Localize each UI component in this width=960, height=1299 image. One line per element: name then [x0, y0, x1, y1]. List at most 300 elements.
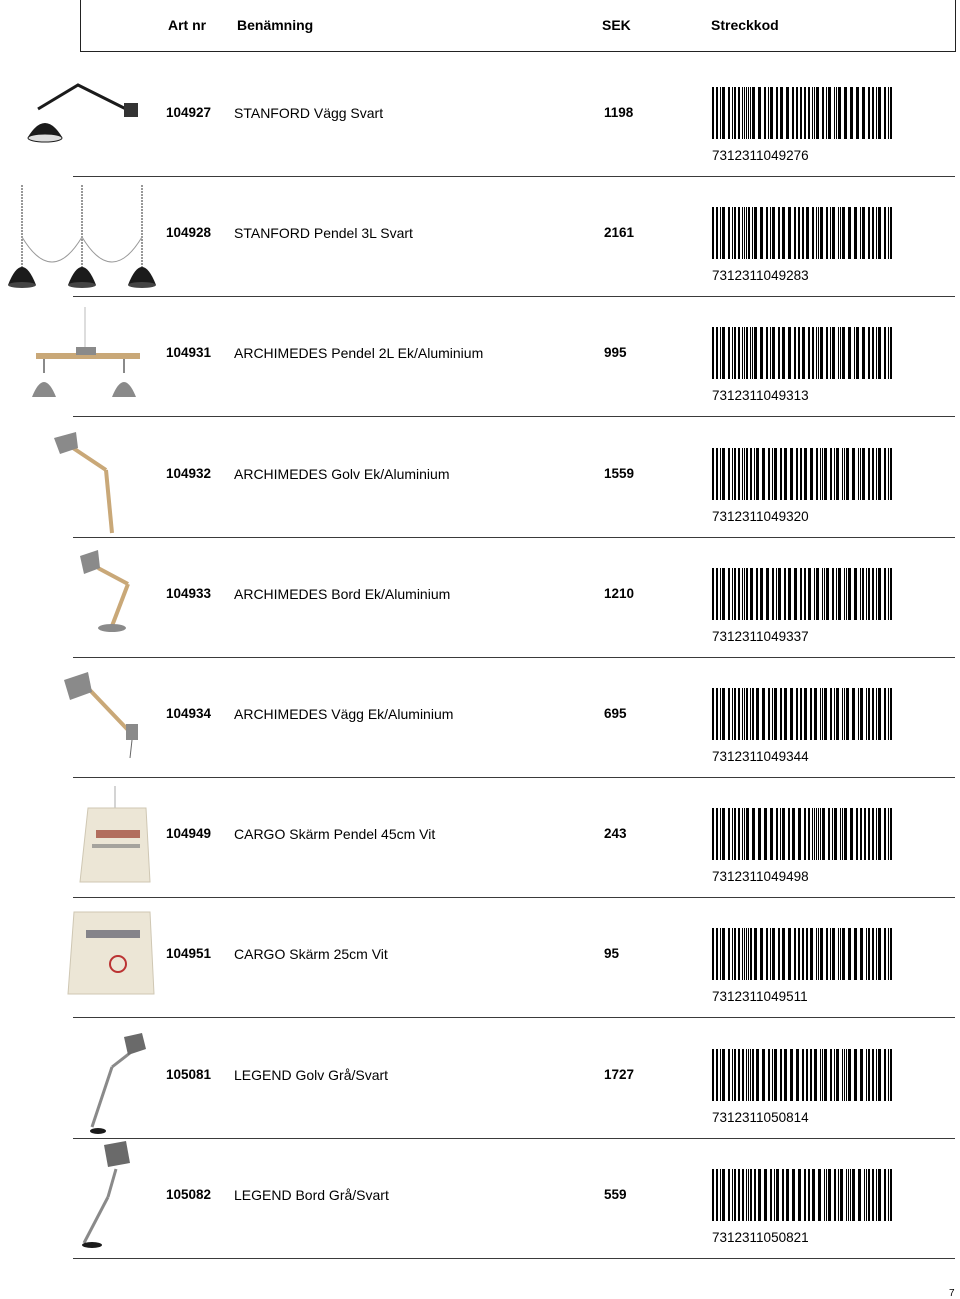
barcode-bar [888, 808, 889, 860]
barcode-bar [888, 87, 889, 139]
barcode-bar [782, 928, 785, 980]
barcode-bar [722, 1049, 725, 1101]
barcode-bar [768, 448, 770, 500]
barcode-bar [742, 87, 743, 139]
barcode-bar [868, 207, 870, 259]
barcode-bar [878, 448, 881, 500]
barcode-bar [770, 87, 773, 139]
barcode-bar [878, 688, 881, 740]
barcode-bar [720, 688, 721, 740]
barcode-bar [744, 327, 745, 379]
barcode-bar [890, 448, 892, 500]
barcode-number: 7312311049283 [712, 268, 809, 284]
barcode-bar [772, 448, 773, 500]
barcode-bar [842, 207, 845, 259]
barcode-bar [756, 688, 759, 740]
barcode-bar [830, 928, 831, 980]
barcode-bar [742, 448, 743, 500]
barcode-bar [742, 327, 743, 379]
barcode-bar [760, 327, 763, 379]
barcode-bar [868, 568, 870, 620]
barcode-bar [872, 448, 874, 500]
barcode-bar [816, 808, 817, 860]
pendant-shade-cargo-icon [0, 778, 160, 898]
barcode-bar [720, 1049, 721, 1101]
barcode-bar [834, 808, 837, 860]
barcode-bar [738, 327, 740, 379]
barcode-bar [824, 1169, 825, 1221]
barcode-bar [812, 327, 814, 379]
barcode-bar [838, 327, 839, 379]
table-row [0, 778, 960, 898]
barcode-bar [802, 327, 805, 379]
barcode-bar [856, 87, 859, 139]
table-row [0, 658, 960, 778]
barcode-bar [862, 568, 864, 620]
barcode-bar [850, 808, 853, 860]
barcode-bar [770, 207, 771, 259]
barcode-bar [734, 1169, 736, 1221]
barcode-number: 7312311049344 [712, 749, 809, 764]
pendant-2-lights-oak-icon [0, 297, 160, 417]
barcode-bar [786, 1169, 789, 1221]
barcode-bar [862, 327, 865, 379]
barcode-bar [860, 928, 863, 980]
barcode-graphic [712, 1169, 894, 1221]
barcode-bar [846, 448, 849, 500]
barcode-bar [864, 808, 866, 860]
barcode-bar [818, 928, 819, 980]
barcode-bar [798, 808, 801, 860]
barcode-bar [712, 688, 714, 740]
barcode-bar [760, 928, 763, 980]
barcode-bar [840, 207, 841, 259]
barcode-bar [844, 688, 845, 740]
barcode-bar [830, 207, 831, 259]
barcode-bar [732, 808, 733, 860]
barcode-bar [818, 327, 819, 379]
barcode-bar [796, 688, 798, 740]
barcode-bar [810, 928, 813, 980]
header-barcode: Streckkod [711, 17, 779, 33]
barcode-bar [890, 1049, 892, 1101]
barcode-bar [830, 688, 832, 740]
barcode-bar [884, 327, 886, 379]
barcode-bar [834, 448, 835, 500]
barcode-bar [780, 688, 782, 740]
barcode-bar [890, 207, 892, 259]
barcode-bar [842, 448, 843, 500]
barcode-bar [848, 928, 851, 980]
barcode-bar [772, 568, 774, 620]
barcode [712, 207, 894, 259]
barcode-bar [826, 327, 828, 379]
table-row [0, 297, 960, 417]
barcode-bar [762, 448, 765, 500]
barcode-bar [716, 568, 718, 620]
art-number: 104933 [166, 585, 212, 601]
barcode-bar [750, 448, 752, 500]
barcode-bar [758, 808, 761, 860]
barcode-bar [734, 568, 736, 620]
header-art-nr: Art nr [168, 17, 207, 33]
barcode-bar [720, 448, 721, 500]
barcode-bar [836, 688, 839, 740]
barcode-bar [734, 928, 736, 980]
barcode-bar [876, 87, 877, 139]
barcode-bar [812, 87, 813, 139]
barcode-bar [814, 87, 815, 139]
barcode-bar [822, 1049, 823, 1101]
barcode-bar [776, 568, 777, 620]
barcode-bar [716, 688, 718, 740]
barcode-bar [808, 1169, 810, 1221]
barcode-bar [770, 928, 771, 980]
barcode-bar [814, 1049, 817, 1101]
barcode-bar [816, 568, 819, 620]
barcode-bar [866, 1169, 867, 1221]
barcode-bar [720, 568, 721, 620]
barcode-bar [840, 327, 841, 379]
barcode-bar [878, 928, 881, 980]
barcode-bar [738, 808, 740, 860]
barcode-bar [860, 1049, 863, 1101]
barcode-bar [836, 568, 837, 620]
barcode-bar [712, 327, 714, 379]
barcode-bar [824, 1049, 827, 1101]
barcode-bar [878, 207, 881, 259]
barcode-bar [754, 1169, 756, 1221]
barcode-bar [806, 928, 808, 980]
barcode-bar [800, 568, 802, 620]
barcode-bar [728, 808, 730, 860]
barcode-bar [832, 207, 835, 259]
wall-lamp-oak-icon [0, 658, 160, 778]
barcode-bar [746, 568, 748, 620]
price: 695 [604, 706, 627, 721]
table-row [0, 177, 960, 297]
barcode-bar [860, 448, 861, 500]
barcode-bar [778, 207, 780, 259]
barcode-bar [806, 1049, 808, 1101]
barcode-bar [876, 928, 877, 980]
barcode-bar [796, 87, 798, 139]
barcode-bar [890, 568, 892, 620]
barcode-bar [814, 808, 815, 860]
barcode-bar [828, 87, 831, 139]
barcode-bar [716, 1169, 718, 1221]
barcode-bar [782, 207, 785, 259]
barcode-bar [792, 808, 795, 860]
barcode-bar [716, 928, 718, 980]
barcode-bar [858, 688, 859, 740]
barcode-bar [866, 928, 867, 980]
barcode-number: 7312311049313 [712, 388, 809, 404]
barcode-bar [790, 688, 793, 740]
barcode-bar [808, 87, 810, 139]
barcode-bar [738, 207, 740, 259]
barcode-bar [750, 1049, 751, 1101]
barcode-bar [826, 568, 829, 620]
barcode-graphic [712, 87, 894, 139]
table-header [80, 0, 956, 52]
price: 95 [604, 946, 620, 962]
barcode-bar [890, 1169, 892, 1221]
barcode-bar [738, 568, 740, 620]
barcode-bar [722, 207, 725, 259]
barcode-bar [832, 928, 835, 980]
barcode-bar [770, 327, 771, 379]
barcode-bar [848, 327, 851, 379]
shade-cargo-icon [0, 898, 160, 1018]
barcode-bar [770, 808, 773, 860]
barcode-bar [802, 207, 804, 259]
barcode-bar [856, 808, 858, 860]
barcode-bar [838, 87, 841, 139]
barcode-bar [860, 568, 861, 620]
barcode-bar [844, 448, 845, 500]
barcode-bar [862, 448, 865, 500]
barcode-bar [842, 1049, 843, 1101]
barcode-bar [760, 207, 763, 259]
barcode-bar [888, 568, 889, 620]
barcode-graphic [712, 568, 894, 620]
barcode-bar [734, 808, 736, 860]
barcode-bar [866, 1049, 867, 1101]
product-name: LEGEND Golv Grå/Svart [234, 1066, 389, 1083]
barcode-bar [768, 688, 770, 740]
barcode-bar [804, 1169, 806, 1221]
barcode-bar [852, 448, 855, 500]
barcode-bar [846, 568, 847, 620]
barcode-bar [884, 1049, 886, 1101]
barcode-bar [854, 928, 857, 980]
barcode-bar [820, 1049, 821, 1101]
product-name: ARCHIMEDES Golv Ek/Aluminium [234, 465, 450, 482]
barcode-bar [748, 928, 749, 980]
barcode-bar [732, 928, 733, 980]
barcode [712, 448, 894, 500]
price: 1559 [604, 465, 635, 481]
barcode-bar [712, 808, 714, 860]
barcode-bar [812, 808, 813, 860]
barcode-bar [854, 1049, 857, 1101]
barcode-bar [876, 808, 877, 860]
barcode-bar [834, 1049, 835, 1101]
product-name: LEGEND Bord Grå/Svart [234, 1186, 389, 1203]
barcode-bar [810, 448, 813, 500]
barcode-bar [744, 87, 745, 139]
barcode-bar [784, 448, 787, 500]
barcode-bar [790, 448, 793, 500]
barcode-bar [774, 688, 777, 740]
barcode-bar [822, 568, 823, 620]
barcode-bar [826, 1169, 827, 1221]
barcode-bar [728, 327, 730, 379]
art-number: 104931 [166, 345, 212, 361]
barcode-bar [782, 808, 785, 860]
barcode-bar [712, 1049, 714, 1101]
barcode-bar [808, 568, 811, 620]
barcode-bar [876, 327, 877, 379]
barcode-bar [758, 87, 761, 139]
barcode-bar [842, 928, 845, 980]
barcode-bar [878, 568, 881, 620]
barcode-bar [846, 1049, 847, 1101]
barcode-bar [800, 448, 802, 500]
barcode-bar [716, 207, 718, 259]
barcode-bar [796, 1049, 799, 1101]
barcode-bar [866, 568, 867, 620]
barcode-graphic [712, 928, 894, 980]
barcode-bar [848, 1169, 849, 1221]
barcode-bar [734, 327, 736, 379]
barcode-bar [868, 87, 870, 139]
barcode-bar [814, 688, 817, 740]
barcode-bar [778, 928, 780, 980]
barcode-bar [840, 1169, 843, 1221]
barcode-bar [876, 207, 877, 259]
barcode-bar [804, 87, 806, 139]
barcode-bar [804, 448, 807, 500]
barcode-bar [790, 1049, 793, 1101]
barcode-bar [872, 1049, 874, 1101]
barcode-bar [868, 448, 870, 500]
barcode-bar [804, 688, 807, 740]
barcode-bar [864, 1169, 865, 1221]
barcode [712, 808, 894, 860]
barcode-bar [850, 87, 853, 139]
table-row [0, 57, 960, 177]
barcode-bar [868, 688, 870, 740]
barcode-bar [776, 808, 778, 860]
barcode-number: 7312311049337 [712, 628, 809, 644]
barcode-bar [844, 87, 847, 139]
barcode-bar [768, 1049, 770, 1101]
price: 995 [604, 345, 627, 361]
barcode-bar [868, 808, 870, 860]
row-divider [73, 1258, 955, 1259]
barcode-bar [746, 928, 747, 980]
price: 2161 [604, 225, 635, 241]
barcode-number: 7312311049320 [712, 508, 809, 524]
barcode-bar [744, 688, 745, 740]
page-number: 7 [949, 1288, 955, 1299]
barcode-bar [814, 568, 815, 620]
barcode-graphic [712, 808, 894, 860]
barcode-bar [850, 1169, 851, 1221]
barcode-bar [752, 327, 753, 379]
barcode-bar [742, 1049, 744, 1101]
barcode-bar [788, 808, 790, 860]
barcode-bar [728, 1169, 730, 1221]
barcode-bar [732, 207, 733, 259]
barcode-bar [752, 207, 753, 259]
barcode-bar [846, 1169, 847, 1221]
barcode-bar [746, 1169, 747, 1221]
barcode-bar [812, 207, 814, 259]
art-number: 104932 [166, 465, 212, 481]
barcode-bar [794, 928, 796, 980]
barcode-bar [742, 1169, 744, 1221]
barcode-bar [754, 448, 755, 500]
barcode-bar [760, 568, 763, 620]
barcode-bar [810, 1049, 812, 1101]
barcode-bar [728, 207, 730, 259]
barcode-bar [854, 207, 857, 259]
barcode-bar [754, 207, 757, 259]
barcode-bar [712, 448, 714, 500]
barcode-bar [872, 928, 874, 980]
barcode-bar [754, 327, 757, 379]
barcode-bar [748, 207, 750, 259]
barcode-bar [876, 1169, 877, 1221]
barcode-bar [722, 448, 725, 500]
barcode-bar [768, 87, 769, 139]
barcode-bar [816, 207, 817, 259]
barcode-bar [822, 448, 823, 500]
barcode-bar [782, 1169, 784, 1221]
barcode-bar [756, 448, 759, 500]
price: 559 [604, 1186, 627, 1202]
barcode-bar [822, 688, 823, 740]
barcode-bar [856, 327, 859, 379]
barcode-bar [728, 688, 730, 740]
barcode-bar [780, 448, 782, 500]
barcode-bar [744, 808, 745, 860]
price: 243 [604, 826, 627, 842]
barcode-graphic [712, 448, 894, 500]
barcode-bar [810, 688, 812, 740]
barcode-bar [712, 928, 714, 980]
barcode-bar [782, 327, 785, 379]
barcode-bar [876, 688, 877, 740]
barcode-bar [888, 928, 889, 980]
barcode-bar [752, 688, 754, 740]
product-name: CARGO Skärm 25cm Vit [234, 946, 388, 963]
barcode-bar [722, 688, 725, 740]
barcode-bar [716, 87, 718, 139]
barcode-bar [774, 448, 777, 500]
barcode-bar [830, 448, 832, 500]
barcode-bar [784, 688, 787, 740]
pendant-3-lights-black-icon [0, 177, 160, 297]
table-row [0, 1139, 960, 1259]
barcode-bar [742, 688, 743, 740]
barcode [712, 1169, 894, 1221]
barcode-graphic [712, 207, 894, 259]
barcode-bar [868, 928, 870, 980]
barcode-bar [888, 327, 889, 379]
barcode-bar [872, 207, 874, 259]
barcode-bar [750, 568, 753, 620]
barcode-bar [818, 1169, 821, 1221]
barcode-bar [820, 808, 821, 860]
barcode-bar [738, 688, 740, 740]
barcode-bar [816, 327, 817, 379]
barcode-bar [788, 568, 791, 620]
barcode-bar [778, 568, 781, 620]
barcode-bar [716, 327, 718, 379]
art-number: 105082 [166, 1186, 212, 1202]
barcode-bar [888, 1049, 889, 1101]
barcode-bar [758, 1169, 761, 1221]
barcode-bar [728, 87, 730, 139]
barcode-bar [816, 87, 819, 139]
barcode [712, 87, 894, 139]
barcode-bar [818, 207, 819, 259]
barcode-bar [876, 1049, 877, 1101]
